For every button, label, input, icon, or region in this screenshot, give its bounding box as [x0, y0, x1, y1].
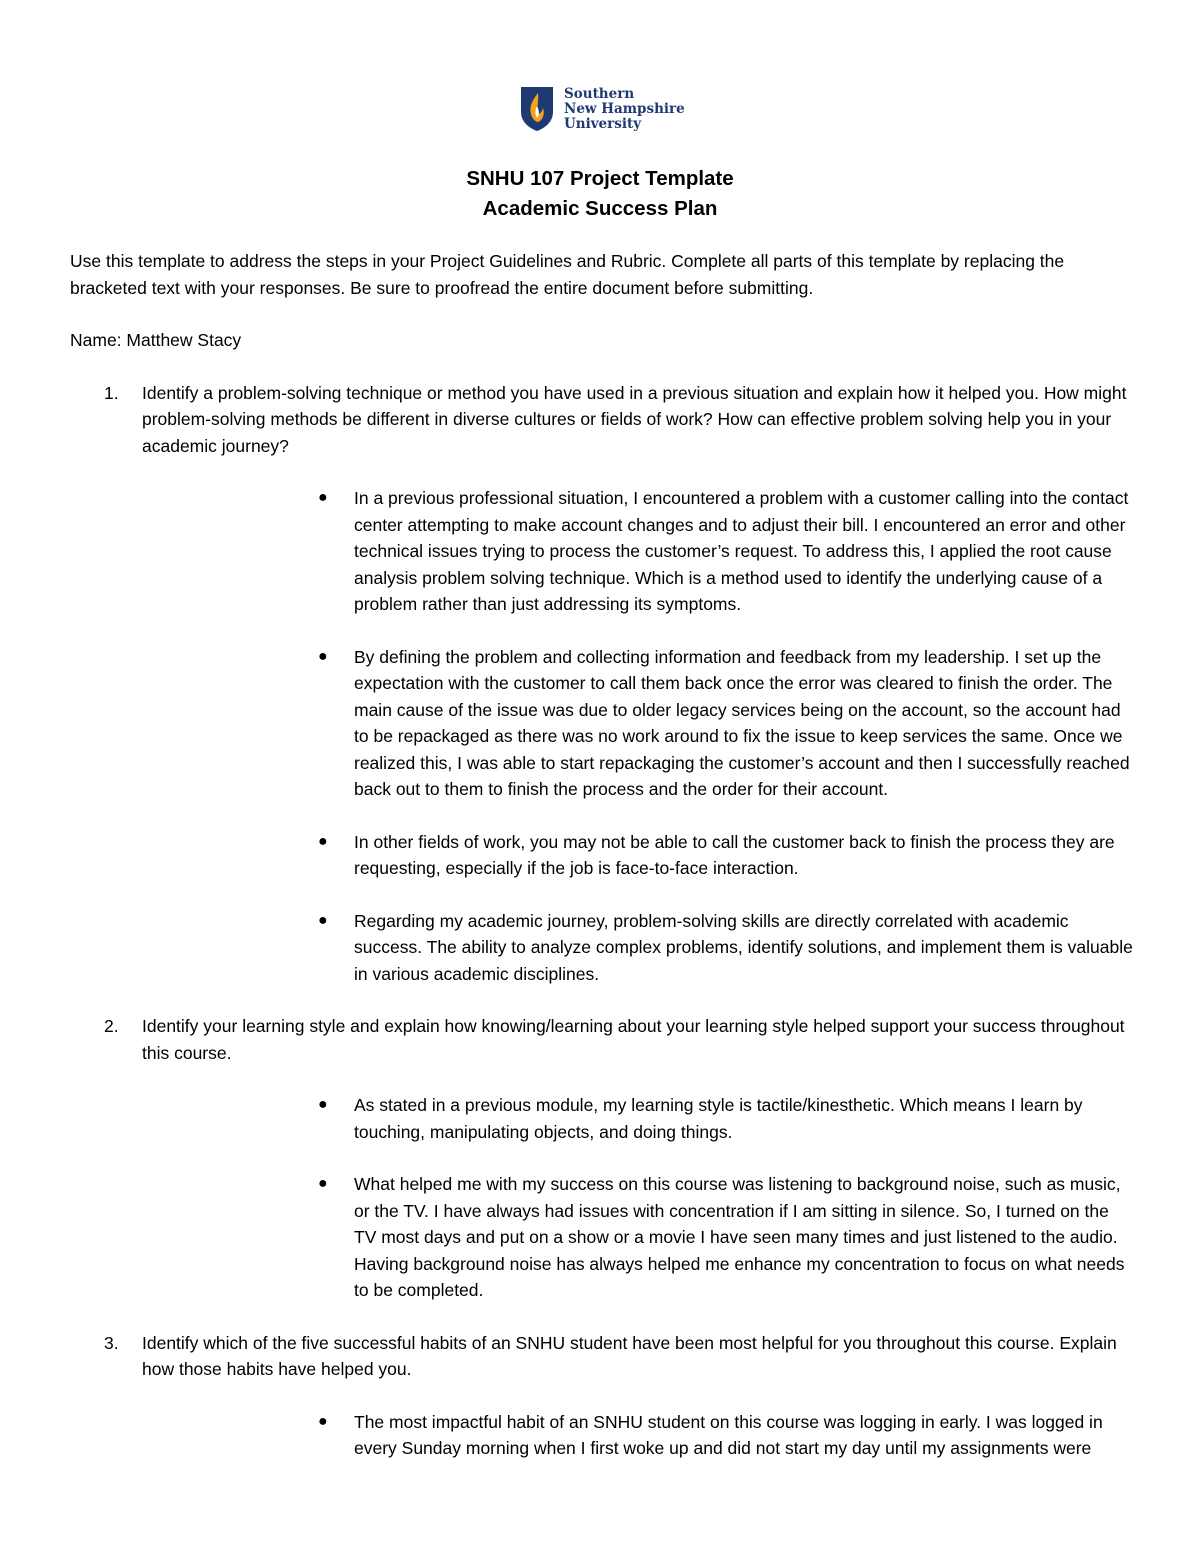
document-title: [0, 164, 1200, 224]
bullet-icon: ●: [318, 489, 328, 506]
answer-item: [142, 829, 1134, 882]
answer-text: The most impactful habit of an SNHU student on this course was logging in early. I was logged in every Sunday morning when I first woke up and did not start my day until my assignments were: [354, 1411, 1103, 1458]
snhu-shield-icon: [520, 86, 554, 132]
title-line-2: Academic Success Plan: [482, 197, 718, 220]
question-number: 1.: [104, 382, 119, 403]
logo-wordmark: [564, 87, 685, 132]
snhu-logo: [520, 84, 685, 134]
title-line-1: SNHU 107 Project Template: [466, 167, 734, 190]
answer-text: In a previous professional situation, I encountered a problem with a customer calling into the contact center attempting to make account changes and to adjust their bill. I encountered an error and other technical issues trying to process the customer’s request. To address this, I applied the root cause analysis problem solving technique. Which is a method used to identify the underlying cause of a problem rather than just addressing its symptoms.: [354, 488, 1129, 614]
logo-line-2: New Hampshire: [564, 100, 685, 117]
intro-paragraph: Use this template to address the steps in your Project Guidelines and Rubric. Complete all parts of this template by replacing the bracketed text with your responses. Be sure to proofread the entire document before submitting.: [70, 251, 1065, 298]
question-number: 3.: [104, 1332, 119, 1353]
answer-text: What helped me with my success on this course was listening to background noise, such as music, or the TV. I have always had issues with concentration if I am sitting in silence. So, I turned on the TV most days and put on a show or a movie I have seen many times and just listened to the audio. Having background noise has always helped me enhance my concentration to focus on what needs to be completed.: [354, 1174, 1125, 1300]
answer-list: [142, 1409, 1134, 1462]
question-item: [70, 1013, 1134, 1304]
answer-text: Regarding my academic journey, problem-solving skills are directly correlated with academic success. The ability to analyze complex problems, identify solutions, and implement them is valuable in various academic disciplines.: [354, 910, 1133, 984]
answer-list: [142, 485, 1134, 987]
question-number: 2.: [104, 1016, 119, 1036]
answer-item: [142, 644, 1134, 803]
answer-item: [142, 1092, 1134, 1145]
question-item: [70, 380, 1134, 988]
bullet-icon: ●: [318, 1412, 328, 1430]
answer-item: [142, 908, 1134, 988]
question-text: Identify your learning style and explain how knowing/learning about your learning style helped support your success throughout this course.: [142, 1016, 1125, 1063]
bullet-icon: ●: [318, 647, 328, 665]
bullet-icon: ●: [318, 1175, 328, 1192]
question-text: Identify a problem-solving technique or method you have used in a previous situation and explain how it helped you. How might problem-solving methods be different in diverse cultures or fields of work? How can effective problem solving help you in your academic journey?: [142, 382, 1127, 456]
answer-list: [142, 1092, 1134, 1304]
bullet-icon: ●: [318, 832, 328, 850]
answer-item: [142, 1171, 1134, 1304]
question-item: [70, 1330, 1134, 1462]
document-body: [70, 248, 1134, 1488]
question-list: [70, 380, 1134, 1462]
answer-item: [142, 485, 1134, 618]
logo-line-3: University: [564, 115, 642, 132]
question-text: Identify which of the five successful habits of an SNHU student have been most helpful for you throughout this course. Explain how those habits have helped you.: [142, 1332, 1117, 1379]
bullet-icon: ●: [318, 911, 328, 929]
answer-item: [142, 1409, 1134, 1462]
answer-text: As stated in a previous module, my learning style is tactile/kinesthetic. Which means I learn by touching, manipulating objects, and doing things.: [354, 1095, 1083, 1142]
logo-line-1: Southern: [564, 85, 635, 102]
student-name: Name: Matthew Stacy: [70, 330, 242, 350]
answer-text: By defining the problem and collecting information and feedback from my leadership. I set up the expectation with the customer to call them back once the error was cleared to finish the order. The main cause of the issue was due to older legacy services being on the account, so the account had to be repackaged as there was no work around to fix the issue to keep services the same. Once we realized this, I was able to start repackaging the customer’s account and then I successfully reached back out to them to finish the process and the order for their account.: [354, 646, 1130, 799]
answer-text: In other fields of work, you may not be able to call the customer back to finish the process they are requesting, especially if the job is face-to-face interaction.: [354, 831, 1115, 878]
bullet-icon: ●: [318, 1096, 328, 1113]
